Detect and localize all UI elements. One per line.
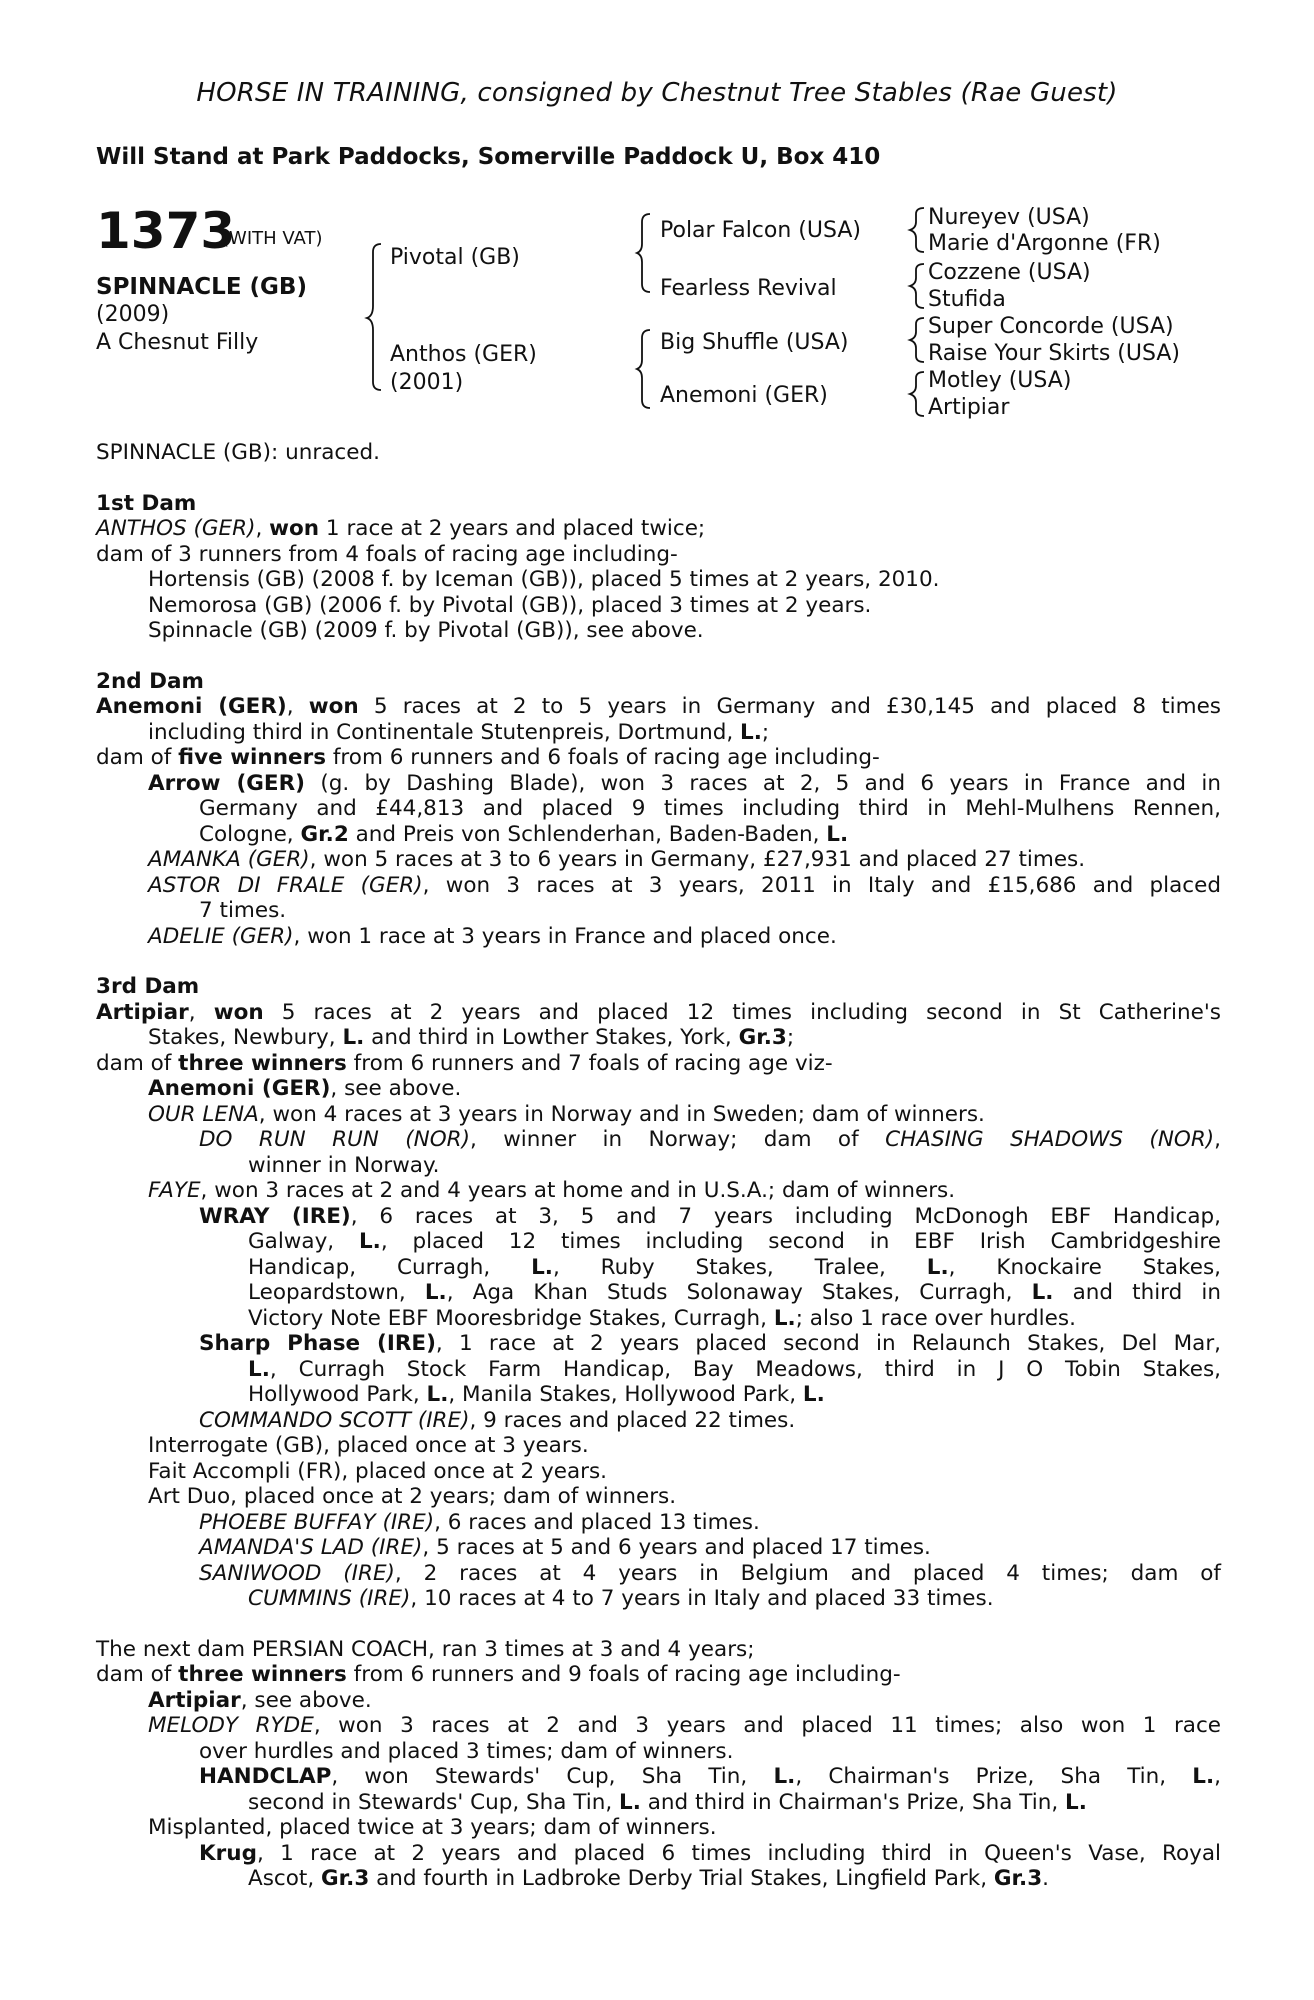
text-span: and third in Lowther Stakes, York, bbox=[364, 1025, 739, 1050]
text-span: and third in bbox=[1053, 1280, 1221, 1305]
text-span: three winners bbox=[178, 1050, 347, 1076]
dam-name: Anemoni (GER) bbox=[96, 694, 287, 719]
text-span: , won 3 races at 2 and 4 years at home and in U.S.A.; dam of winners. bbox=[200, 1178, 956, 1203]
text-span: WRAY (IRE) bbox=[199, 1203, 351, 1229]
produce-entry-cont: Germany and £44,813 and placed 9 times including third in Mehl-Mulhens Rennen, bbox=[199, 796, 1221, 821]
pedigree-dam-dam: Anemoni (GER) bbox=[660, 383, 828, 408]
text-span: , won 3 races at 3 years, 2011 in Italy and £15,686 and placed bbox=[422, 872, 1221, 898]
text-span: , Curragh Stock Farm Handicap, Bay Meadows, third in J O Tobin Stakes, bbox=[269, 1356, 1221, 1382]
text-span: , winner in Norway; dam of bbox=[469, 1127, 886, 1152]
first-dam-produce-summary: dam of 3 runners from 4 foals of racing age including- bbox=[96, 541, 678, 567]
text-span: L. bbox=[426, 1382, 449, 1407]
text-span: Anemoni (GER) bbox=[148, 1076, 331, 1101]
produce-entry bbox=[96, 1510, 1221, 1536]
pedigree-sire-sire: Polar Falcon (USA) bbox=[660, 218, 861, 243]
text-span: AMANKA (GER) bbox=[148, 847, 310, 872]
text-span: , 1 race at 2 years and placed 6 times including third in Queen's Vase, Royal bbox=[256, 1840, 1221, 1866]
text-span: , won Stewards' Cup, Sha Tin, bbox=[331, 1764, 774, 1789]
text-span: , 5 races at 5 and 6 years and placed 17 times. bbox=[422, 1535, 931, 1560]
text-span: dam of bbox=[96, 745, 179, 770]
pedigree-gen3-5: Super Concorde (USA) bbox=[928, 314, 1174, 339]
produce-entry: Art Duo, placed once at 2 years; dam of winners. bbox=[148, 1484, 677, 1509]
text-span: L. bbox=[926, 1254, 949, 1280]
text-span: 1 race at 2 years and placed twice; bbox=[319, 516, 706, 541]
text-span: CUMMINS (IRE) bbox=[248, 1586, 411, 1611]
won-label: won bbox=[308, 694, 359, 719]
text-span: PHOEBE BUFFAY (IRE) bbox=[199, 1509, 435, 1535]
text-span: L. bbox=[342, 1025, 365, 1050]
pedigree-gen3-3: Cozzene (USA) bbox=[928, 260, 1091, 285]
next-dam-produce-summary bbox=[96, 1662, 1221, 1688]
text-span: L. bbox=[802, 1382, 825, 1407]
text-span: ; bbox=[786, 1025, 795, 1050]
text-span: Cologne, bbox=[199, 821, 301, 847]
won-label: won bbox=[269, 516, 320, 541]
text-span: OUR LENA bbox=[148, 1101, 259, 1127]
catalogue-header: HORSE IN TRAINING, consigned by Chestnut Tree Stables (Rae Guest) bbox=[196, 78, 1118, 108]
text-span: dam of bbox=[96, 1662, 179, 1687]
produce-entry-cont bbox=[96, 1866, 1221, 1892]
text-span: , won 4 races at 3 years in Norway and in Sweden; dam of winners. bbox=[258, 1101, 985, 1127]
text-span: L. bbox=[248, 1356, 270, 1382]
text-span: Sharp Phase (IRE) bbox=[199, 1331, 436, 1356]
first-dam-line bbox=[96, 516, 1221, 542]
produce-entry bbox=[96, 1178, 1221, 1204]
produce-entry bbox=[96, 1127, 1221, 1153]
text-span: , placed 12 times including second in EBF Irish Cambridgeshire bbox=[380, 1229, 1221, 1254]
text-span: , Knockaire Stakes, bbox=[948, 1254, 1221, 1280]
produce-record bbox=[96, 440, 1221, 1892]
second-dam-heading: 2nd Dam bbox=[96, 668, 204, 694]
pedigree-dam: Anthos (GER) bbox=[390, 342, 537, 367]
unraced-note: SPINNACLE (GB): unraced. bbox=[96, 440, 380, 465]
text-span: , Manila Stakes, Hollywood Park, bbox=[448, 1382, 803, 1407]
text-span: FAYE bbox=[148, 1178, 201, 1203]
text-span: second in Stewards' Cup, Sha Tin, bbox=[248, 1789, 620, 1815]
pedigree-gen3-7: Motley (USA) bbox=[928, 368, 1072, 393]
text-span: L. bbox=[619, 1789, 641, 1815]
pedigree-gen3-1: Nureyev (USA) bbox=[928, 205, 1090, 230]
text-span: CHASING SHADOWS (NOR) bbox=[885, 1127, 1215, 1152]
text-span: , 6 races and placed 13 times. bbox=[434, 1509, 760, 1535]
produce-entry-cont bbox=[96, 1586, 1221, 1612]
text-span: Artipiar bbox=[148, 1687, 241, 1713]
text-span: COMMANDO SCOTT (IRE) bbox=[199, 1407, 470, 1433]
third-dam-line-cont bbox=[96, 1025, 1221, 1051]
text-span: Gr.2 bbox=[300, 821, 349, 847]
text-span: , Chairman's Prize, Sha Tin, bbox=[795, 1764, 1193, 1789]
produce-entry bbox=[96, 1076, 1221, 1102]
first-dam-heading: 1st Dam bbox=[96, 490, 197, 516]
pedigree-dam-year: (2001) bbox=[390, 370, 464, 395]
produce-entry-cont: winner in Norway. bbox=[248, 1152, 440, 1178]
text-span: , won 3 races at 2 and 3 years and placed 11 times; also won 1 race bbox=[313, 1713, 1222, 1738]
text-span: L. bbox=[1065, 1789, 1087, 1815]
text-span: ; bbox=[761, 719, 770, 745]
lot-number: 1373 bbox=[96, 202, 236, 260]
text-span: Galway, bbox=[248, 1229, 359, 1254]
pedigree-sire: Pivotal (GB) bbox=[390, 245, 520, 270]
foaling-year: (2009) bbox=[96, 302, 170, 327]
produce-entry bbox=[96, 1841, 1221, 1867]
text-span: , won 1 race at 3 years in France and placed once. bbox=[293, 923, 837, 949]
pedigree-brackets bbox=[0, 0, 1314, 440]
produce-entry: Nemorosa (GB) (2006 f. by Pivotal (GB)), placed 3 times at 2 years. bbox=[148, 592, 872, 618]
pedigree-gen3-2: Marie d'Argonne (FR) bbox=[928, 231, 1161, 256]
second-dam-line bbox=[96, 694, 1221, 720]
produce-entry bbox=[96, 1688, 1221, 1714]
text-span: Victory Note EBF Mooresbridge Stakes, Curragh, bbox=[248, 1305, 774, 1331]
text-span: from 6 runners and 7 foals of racing age viz- bbox=[346, 1050, 833, 1076]
produce-entry bbox=[96, 771, 1221, 797]
text-span: Gr.3 bbox=[738, 1025, 787, 1050]
text-span: ADELIE (GER) bbox=[148, 923, 294, 949]
text-span: L. bbox=[1192, 1764, 1215, 1789]
text-span: , bbox=[1214, 1764, 1221, 1789]
text-span: including third in Continentale Stutenpreis, Dortmund, bbox=[148, 719, 741, 745]
text-span: , 1 race at 2 years placed second in Relaunch Stakes, Del Mar, bbox=[435, 1331, 1221, 1356]
pedigree-gen3-4: Stufida bbox=[928, 287, 1006, 312]
produce-entry-cont bbox=[96, 1306, 1221, 1332]
text-span: , bbox=[188, 999, 214, 1025]
text-span: L. bbox=[773, 1305, 796, 1331]
third-dam-line bbox=[96, 1000, 1221, 1026]
text-span: and Preis von Schlenderhan, Baden-Baden, bbox=[348, 821, 827, 847]
produce-entry-cont bbox=[96, 1280, 1221, 1306]
text-span: , Ruby Stakes, Tralee, bbox=[552, 1254, 927, 1280]
text-span: , 6 races at 3, 5 and 7 years including McDonogh EBF Handicap, bbox=[350, 1203, 1221, 1229]
text-span: from 6 runners and 6 foals of racing age including- bbox=[326, 745, 880, 770]
produce-entry bbox=[96, 1331, 1221, 1357]
text-span: , bbox=[286, 694, 309, 719]
text-span: dam of bbox=[96, 1050, 179, 1076]
text-span: from 6 runners and 9 foals of racing age including- bbox=[346, 1662, 901, 1687]
text-span: , bbox=[1214, 1127, 1222, 1152]
produce-entry-cont bbox=[96, 822, 1221, 848]
horse-name: SPINNACLE (GB) bbox=[96, 274, 307, 300]
produce-entry bbox=[96, 1713, 1221, 1739]
text-span: MELODY RYDE bbox=[148, 1713, 314, 1738]
text-span: Artipiar bbox=[96, 999, 189, 1025]
pedigree-sire-dam: Fearless Revival bbox=[660, 276, 837, 301]
produce-entry-cont: 7 times. bbox=[199, 898, 287, 923]
text-span: ASTOR DI FRALE (GER) bbox=[148, 872, 423, 898]
text-span: L. bbox=[740, 719, 762, 745]
vat-note: (WITH VAT) bbox=[222, 228, 323, 249]
produce-entry bbox=[96, 847, 1221, 873]
stand-location: Will Stand at Park Paddocks, Somerville Paddock U, Box 410 bbox=[96, 144, 881, 170]
text-span: Gr.3 bbox=[993, 1866, 1043, 1891]
produce-entry bbox=[96, 1102, 1221, 1128]
produce-entry: Hortensis (GB) (2008 f. by Iceman (GB)), placed 5 times at 2 years, 2010. bbox=[148, 567, 940, 592]
produce-entry bbox=[96, 1204, 1221, 1230]
text-span: Hollywood Park, bbox=[248, 1382, 427, 1407]
produce-entry bbox=[96, 1561, 1221, 1587]
produce-entry: Misplanted, placed twice at 3 years; dam of winners. bbox=[148, 1815, 717, 1840]
text-span: L. bbox=[1031, 1280, 1054, 1305]
text-span: L. bbox=[773, 1764, 796, 1789]
produce-entry bbox=[96, 873, 1221, 899]
third-dam-produce-summary bbox=[96, 1051, 1221, 1077]
text-span: , 2 races at 4 years in Belgium and placed 4 times; dam of bbox=[394, 1560, 1221, 1586]
text-span: 5 races at 2 to 5 years in Germany and £30,145 and placed 8 times bbox=[358, 694, 1222, 719]
produce-entry: Fait Accompli (FR), placed once at 2 years. bbox=[148, 1458, 607, 1484]
text-span: ; also 1 race over hurdles. bbox=[795, 1305, 1076, 1331]
produce-entry: Interrogate (GB), placed once at 3 years. bbox=[148, 1433, 589, 1458]
produce-entry-cont bbox=[96, 1357, 1221, 1383]
second-dam-line-cont bbox=[96, 720, 1221, 746]
next-dam-line: The next dam PERSIAN COACH, ran 3 times at 3 and 4 years; bbox=[96, 1636, 755, 1662]
text-span: Leopardstown, bbox=[248, 1280, 425, 1305]
text-span: Krug bbox=[199, 1840, 257, 1866]
produce-entry-cont: over hurdles and placed 3 times; dam of winners. bbox=[199, 1738, 734, 1764]
text-span: , bbox=[255, 516, 270, 541]
text-span: Handicap, Curragh, bbox=[248, 1254, 532, 1280]
text-span: AMANDA'S LAD (IRE) bbox=[199, 1535, 423, 1560]
third-dam-heading: 3rd Dam bbox=[96, 974, 200, 999]
text-span: , won 5 races at 3 to 6 years in Germany, £27,931 and placed 27 times. bbox=[309, 847, 1086, 872]
second-dam-produce-summary bbox=[96, 745, 1221, 771]
text-span: , 9 races and placed 22 times. bbox=[469, 1407, 796, 1433]
produce-entry: Spinnacle (GB) (2009 f. by Pivotal (GB)), see above. bbox=[148, 618, 704, 643]
text-span: Arrow (GER) bbox=[148, 770, 305, 796]
text-span: L. bbox=[424, 1280, 447, 1305]
text-span: five winners bbox=[178, 745, 327, 770]
text-span: L. bbox=[826, 821, 849, 847]
dam-name: ANTHOS (GER) bbox=[96, 516, 256, 541]
produce-entry-cont bbox=[96, 1255, 1221, 1281]
produce-entry bbox=[96, 1535, 1221, 1561]
pedigree-gen3-8: Artipiar bbox=[928, 395, 1010, 420]
produce-entry-cont bbox=[96, 1382, 1221, 1408]
text-span: L. bbox=[531, 1254, 553, 1280]
text-span: (g. by Dashing Blade), won 3 races at 2, 5 and 6 years in France and in bbox=[305, 770, 1221, 796]
text-span: , see above. bbox=[240, 1687, 372, 1713]
text-span: won bbox=[213, 999, 264, 1025]
produce-entry bbox=[96, 1764, 1221, 1790]
text-span: , see above. bbox=[330, 1076, 462, 1101]
text-span: Gr.3 bbox=[320, 1866, 370, 1891]
produce-entry-cont bbox=[96, 1790, 1221, 1816]
produce-entry bbox=[96, 924, 1221, 950]
text-span: Ascot, bbox=[248, 1866, 321, 1891]
text-span: Stakes, Newbury, bbox=[148, 1025, 343, 1050]
text-span: DO RUN RUN (NOR) bbox=[199, 1127, 470, 1152]
produce-entry bbox=[96, 1408, 1221, 1434]
produce-entry-cont bbox=[96, 1229, 1221, 1255]
text-span: , 10 races at 4 to 7 years in Italy and placed 33 times. bbox=[410, 1586, 994, 1611]
text-span: three winners bbox=[178, 1662, 347, 1687]
text-span: SANIWOOD (IRE) bbox=[199, 1560, 395, 1586]
text-span: L. bbox=[358, 1229, 381, 1254]
text-span: . bbox=[1042, 1866, 1050, 1891]
text-span: , Aga Khan Studs Solonaway Stakes, Curragh, bbox=[446, 1280, 1032, 1305]
text-span: and third in Chairman's Prize, Sha Tin, bbox=[640, 1789, 1065, 1815]
text-span: and fourth in Ladbroke Derby Trial Stakes, Lingfield Park, bbox=[369, 1866, 994, 1891]
text-span: 5 races at 2 years and placed 12 times including second in St Catherine's bbox=[263, 999, 1221, 1025]
horse-description: A Chesnut Filly bbox=[96, 330, 259, 355]
pedigree-gen3-6: Raise Your Skirts (USA) bbox=[928, 341, 1180, 366]
text-span: HANDCLAP bbox=[199, 1764, 332, 1789]
pedigree-dam-sire: Big Shuffle (USA) bbox=[660, 330, 849, 355]
